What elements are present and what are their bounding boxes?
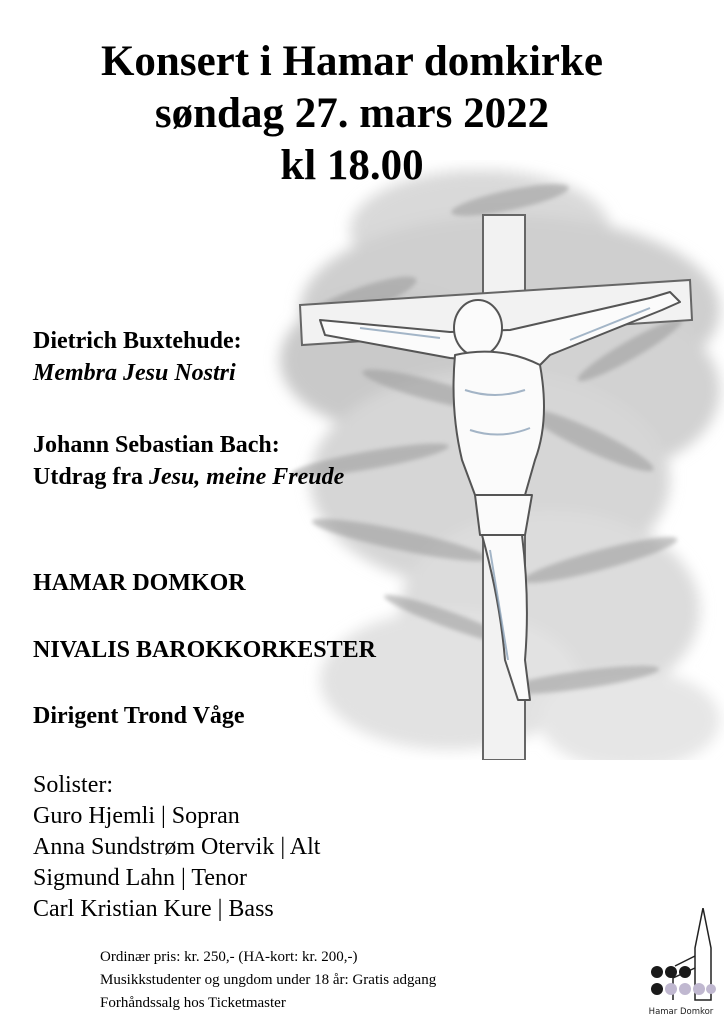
soloist-tenor: Sigmund Lahn | Tenor	[33, 865, 247, 891]
work-title: Jesu, meine Freude	[148, 464, 345, 490]
title-venue: Konsert i Hamar domkirke	[100, 38, 604, 85]
conductor-name: Dirigent Trond Våge	[33, 703, 245, 729]
ticket-price: Ordinær pris: kr. 250,- (HA-kort: kr. 200,-)	[100, 949, 358, 965]
soloist-alto: Anna Sundstrøm Otervik | Alt	[33, 834, 321, 860]
composer-bach: Johann Sebastian Bach:	[33, 432, 280, 458]
concert-title	[0, 36, 704, 192]
title-date: søndag 27. mars 2022	[154, 90, 550, 137]
title-time: kl 18.00	[280, 142, 424, 189]
soloist-bass: Carl Kristian Kure | Bass	[33, 896, 274, 922]
work-membra-jesu-nostri: Membra Jesu Nostri	[33, 360, 236, 386]
soloist-soprano: Guro Hjemli | Sopran	[33, 803, 240, 829]
hamar-domkor-logo	[645, 908, 717, 1018]
orchestra-name: NIVALIS BAROKKORKESTER	[33, 637, 376, 663]
work-prefix: Utdrag fra	[33, 464, 149, 490]
composer-buxtehude: Dietrich Buxtehude:	[33, 328, 242, 354]
logo-text: Hamar Domkor	[648, 1007, 714, 1017]
ticket-students: Musikkstudenter og ungdom under 18 år: Gratis adgang	[100, 972, 437, 988]
soloists-heading: Solister:	[33, 772, 114, 798]
soloists-list	[33, 770, 320, 925]
ticket-presale: Forhåndssalg hos Ticketmaster	[100, 995, 286, 1011]
logo-church-outline	[673, 908, 711, 1000]
ticket-info	[100, 946, 436, 1015]
work-jesu-meine-freude	[33, 462, 344, 492]
choir-name: HAMAR DOMKOR	[33, 570, 246, 596]
crucifix-artwork	[250, 160, 724, 760]
logo-dots	[651, 966, 716, 995]
